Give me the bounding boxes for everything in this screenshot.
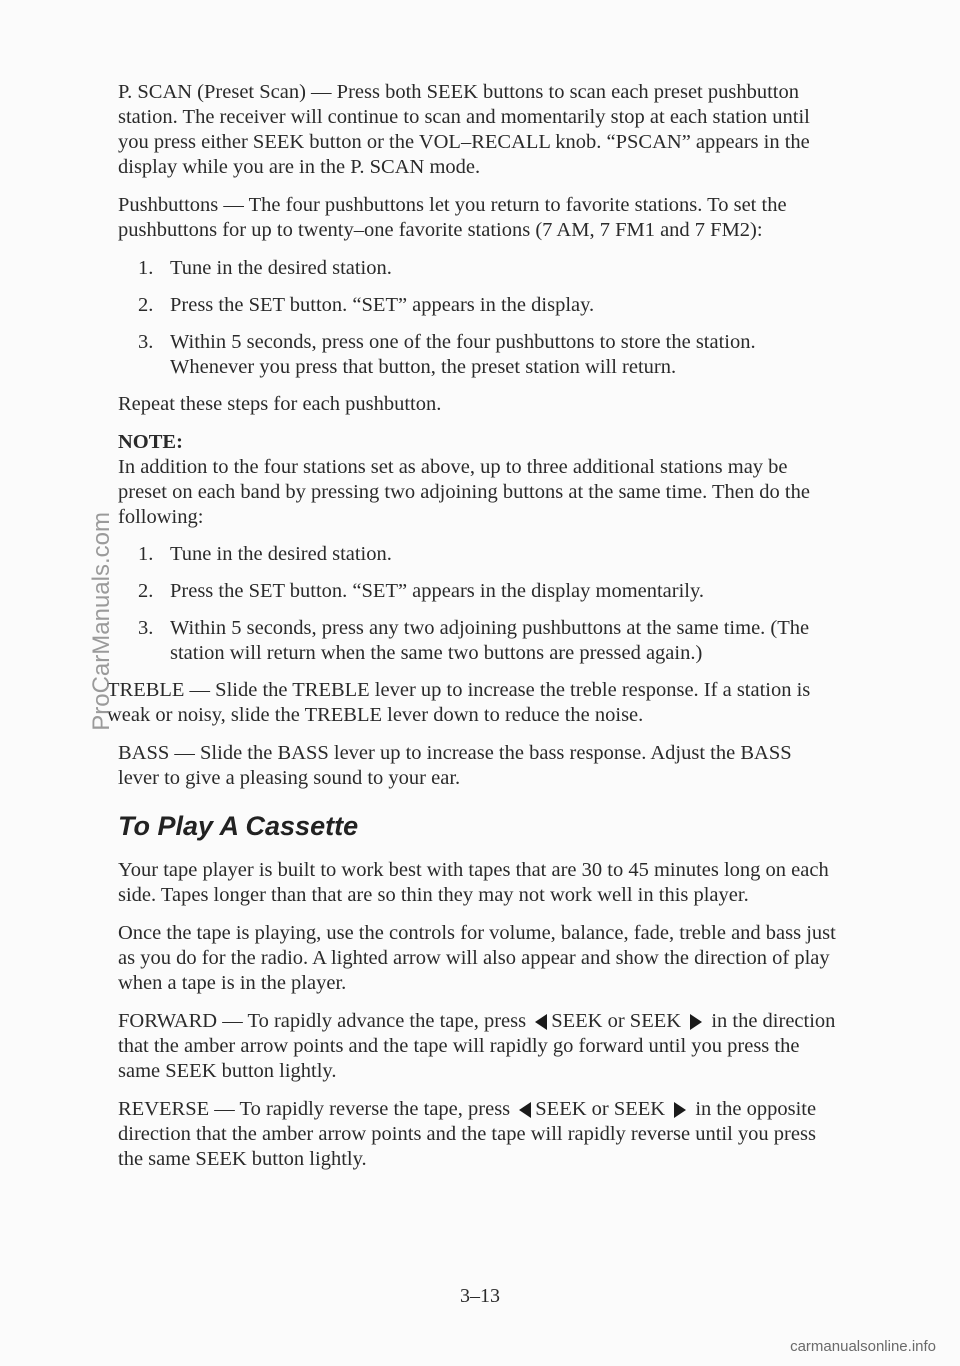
list-item bbox=[118, 542, 836, 567]
step-number: 2. bbox=[138, 294, 154, 316]
bass-paragraph: BASS — Slide the BASS lever up to increase the bass response. Adjust the BASS lever to give a pleasing sound to your ear. bbox=[118, 742, 792, 789]
step-text: Tune in the desired station. bbox=[170, 257, 392, 279]
step-number: 1. bbox=[138, 257, 154, 279]
step-number: 3. bbox=[138, 617, 154, 639]
seek-left-arrow-icon bbox=[535, 1014, 547, 1030]
cassette-controls-paragraph: Once the tape is playing, use the controls for volume, balance, fade, treble and bass just as you do for the radio. A lighted arrow will also appear and show the direction of play when a tape is in the player. bbox=[118, 922, 836, 994]
repeat-paragraph: Repeat these steps for each pushbutton. bbox=[118, 393, 442, 415]
note-paragraph: In addition to the four stations set as above, up to three additional stations may be preset on each band by pressing two adjoining buttons at the same time. Then do the following: bbox=[118, 456, 810, 528]
list-item bbox=[118, 616, 836, 666]
reverse-text-before: REVERSE — To rapidly reverse the tape, press bbox=[118, 1098, 511, 1120]
note-steps-list bbox=[118, 542, 836, 666]
pscan-paragraph: P. SCAN (Preset Scan) — Press both SEEK buttons to scan each preset pushbutton station. The receiver will continue to scan and momentarily stop at each station until you press either SEEK button or the VOL–RECALL knob. “PSCAN” appears in the display while you are in the P. SCAN mode. bbox=[118, 81, 810, 178]
treble-paragraph: TREBLE — Slide the TREBLE lever up to increase the treble response. If a station is weak or noisy, slide the TREBLE lever down to reduce the noise. bbox=[107, 679, 811, 726]
step-number: 1. bbox=[138, 543, 154, 565]
pushbutton-steps-list bbox=[118, 256, 836, 380]
step-text: Within 5 seconds, press any two adjoining pushbuttons at the same time. (The station will return when the same two buttons are pressed again.) bbox=[170, 617, 810, 664]
forward-text-before: FORWARD — To rapidly advance the tape, press bbox=[118, 1010, 527, 1032]
side-watermark: ProCarManuals.com bbox=[88, 512, 115, 731]
reverse-seek-text: SEEK or SEEK bbox=[535, 1098, 666, 1120]
cassette-intro-paragraph: Your tape player is built to work best with tapes that are 30 to 45 minutes long on each side. Tapes longer than that are so thin they may not work well in this player. bbox=[118, 859, 829, 906]
list-item bbox=[118, 293, 836, 318]
note-label: NOTE: bbox=[118, 431, 183, 453]
list-item bbox=[118, 256, 836, 281]
step-text: Within 5 seconds, press one of the four pushbuttons to store the station. Whenever you press that button, the preset station will return. bbox=[170, 331, 756, 378]
seek-right-arrow-icon bbox=[674, 1102, 686, 1118]
forward-seek-text: SEEK or SEEK bbox=[551, 1010, 682, 1032]
reverse-text-after: in the opposite direction that the amber arrow points and the tape will rapidly reverse until you press the same SEEK button lightly. bbox=[118, 1098, 817, 1170]
seek-left-arrow-icon bbox=[519, 1102, 531, 1118]
step-number: 3. bbox=[138, 331, 154, 353]
forward-text-after: in the direction that the amber arrow points and the tape will rapidly go forward until you press the same SEEK button lightly. bbox=[118, 1010, 836, 1082]
seek-right-arrow-icon bbox=[690, 1014, 702, 1030]
page-content bbox=[107, 80, 836, 1185]
list-item bbox=[118, 330, 836, 380]
forward-paragraph bbox=[118, 1009, 836, 1084]
reverse-paragraph bbox=[118, 1097, 836, 1172]
pushbuttons-paragraph: Pushbuttons — The four pushbuttons let you return to favorite stations. To set the pushbuttons for up to twenty–one favorite stations (7 AM, 7 FM1 and 7 FM2): bbox=[118, 194, 787, 241]
list-item bbox=[118, 579, 836, 604]
bottom-watermark: carmanualsonline.info bbox=[790, 1338, 936, 1355]
cassette-heading: To Play A Cassette bbox=[118, 811, 359, 841]
step-text: Press the SET button. “SET” appears in the display momentarily. bbox=[170, 580, 705, 602]
step-text: Press the SET button. “SET” appears in the display. bbox=[170, 294, 595, 316]
page-number: 3–13 bbox=[460, 1285, 500, 1307]
step-number: 2. bbox=[138, 580, 154, 602]
step-text: Tune in the desired station. bbox=[170, 543, 392, 565]
